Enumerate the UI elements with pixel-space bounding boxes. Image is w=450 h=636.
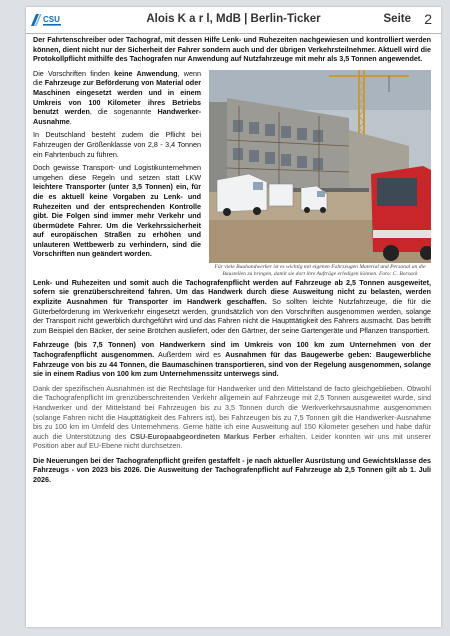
paragraph-legal-situation: Dank der spezifischen Ausnahmen ist die Rechtslage für Handwerker und den Mittelstand de facto gleichgeblieben. Obwohl die Tachografenpflicht im grenzüberschreitenden Verkehr allgemein auf Fahrzeuge mit 2,5 Tonnen ausgeweitet wurde, sind Handwerker und der Mittelstand bei Fahrzeugen bis zu 3,5 Tonnen durch die Werkverkehrsausnahme ausgenommen (solange Fahren nicht die Haupttätigkeit des Fahrers ist), bei Fahrzeugen bis zu 7,5 Tonnen gilt die Handwerker-Ausnahme bis zu 100 km im Umfeld des Unternehmens. Gerne hätte ich eine Ausweitung auf 150 Kilometer gesehen und habe dafür auch die Unterstützung des CSU-Europaabgeordneten Markus Ferber erhalten. Leider konnten wir uns mit unserer Position aber auf EU-Ebene nicht durchsetzen. [33,383,431,451]
paragraph-transporters: Doch gewisse Transport- und Logistikunternehmen umgehen diese Regeln und setzen statt LKW leichtere Transporter (unter 3,5 Tonnen) ein, für die es aktuell keine Vorgaben zu Lenk- und Ruhezeiten und der entsprechenden Kontrolle gibt. Die Folgen sind immer mehr Verkehr und übermüdete Fahrer. Um die Verkehrssicherheit auf europäischen Straßen zu erhöhen und unlauteren Wettbewerb zu verhindern, sind die Vorschriften nun geändert worden. [33,163,201,259]
page-header [26,7,441,34]
red-truck [371,166,431,261]
paragraph-logbook: In Deutschland besteht zudem die Pflicht bei Fahrzeugen der Größenklasse von 2,8 - 3,4 Tonnen ein Fahrtenbuch zu führen. [33,130,201,159]
paragraph-exemption: Die Vorschriften finden keine Anwendung, wenn die Fahrzeuge zur Beförderung von Material oder Maschinen eingesetzt werden und in einem Umkreis von 100 Kilometer ihres Betriebs benutzt werden, die sogenannte Handwerker-Ausnahme. [33,68,201,126]
caption-text: Für viele Bauhandwerker ist es wichtig mit eigenen Fahrzeugen Material und Personal an die Baustellen zu bringen, damit sie dort ihre Aufträge erledigen können. [214,263,426,277]
page-label: Seite [383,13,411,25]
header-title: Alois K a r l, MdB | Berlin-Ticker [146,13,321,25]
intro-paragraph: Der Fahrtenschreiber oder Tachograf, mit dessen Hilfe Lenk- und Ruhezeiten nachgewiesen und kontrolliert werden können, dient nicht nur der Sicherheit der Fahrer sondern auch und der übrigen Verkehrsteilnehmer. Aktuell wird die Protokollpflicht mithilfe des Tachografen nur Anwendung auf Nutzfahrzeuge mit mehr als 3,5 Tonnen angewendet. [33,35,431,64]
photo-figure [209,70,431,278]
paragraph-extension: Lenk- und Ruhezeiten und somit auch die Tachografenpflicht werden auf Fahrzeuge ab 2,5 Tonnen ausgeweitet, sofern sie grenzüberschreitend fahren. Um das Handwerk durch diese Ausweitung nicht zu belasten, werden explizite Ausnahmen für Transporter im Handwerk geschaffen. So sollten leichte Nutzfahrzeuge, die für die Güterbeförderung im Werkverkehr eingesetzt werden, grundsätzlich von den Vorschriften ausgenommen werden, solange der Transport nicht gewerblich durchgeführt wird und das Fahren nicht die Hauptttätigkeit des Fahrers ausmacht. Das betrifft zum Beispiel den Bäcker, der seine Brötchen ausliefert, oder den Gärtner, der seine Gartengeräte und Pflanzen transportiert. [33,277,431,335]
logo-text: CSU [43,15,60,24]
document-page [26,7,441,627]
paragraph-construction: Fahrzeuge (bis 7,5 Tonnen) von Handwerkern sind im Umkreis von 100 km zum Unternehmen von der Tachografenpflicht ausgenommen. Außerdem wird es Ausnahmen für das Baugewerbe geben: Baugewerbliche Fahrzeuge von bis zu 44 Tonnen, die Baumaschinen transportieren, sind von der Regelung ausgenommen, solange sie in einem Radius von 100 km zum Unternehmenssitz unterwegs sind. [33,340,432,379]
photo-caption [209,264,431,278]
article-body [33,35,431,490]
construction-site-photo [209,70,431,263]
paragraph-timeline: Die Neuerungen bei der Tachografenpflicht greifen gestaffelt - je nach aktueller Ausrüstung und Gewichtsklasse des Fahrzeugs - von 2023 bis 2026. Die Ausweitung der Tachografenpflicht auf Fahrzeuge ab 2,5 Tonnen gilt ab 1. Juli 2026. [33,455,431,485]
left-column [33,69,201,263]
photo-credit: Foto: C. Borsack [378,270,418,277]
page-number: 2 [424,11,432,27]
